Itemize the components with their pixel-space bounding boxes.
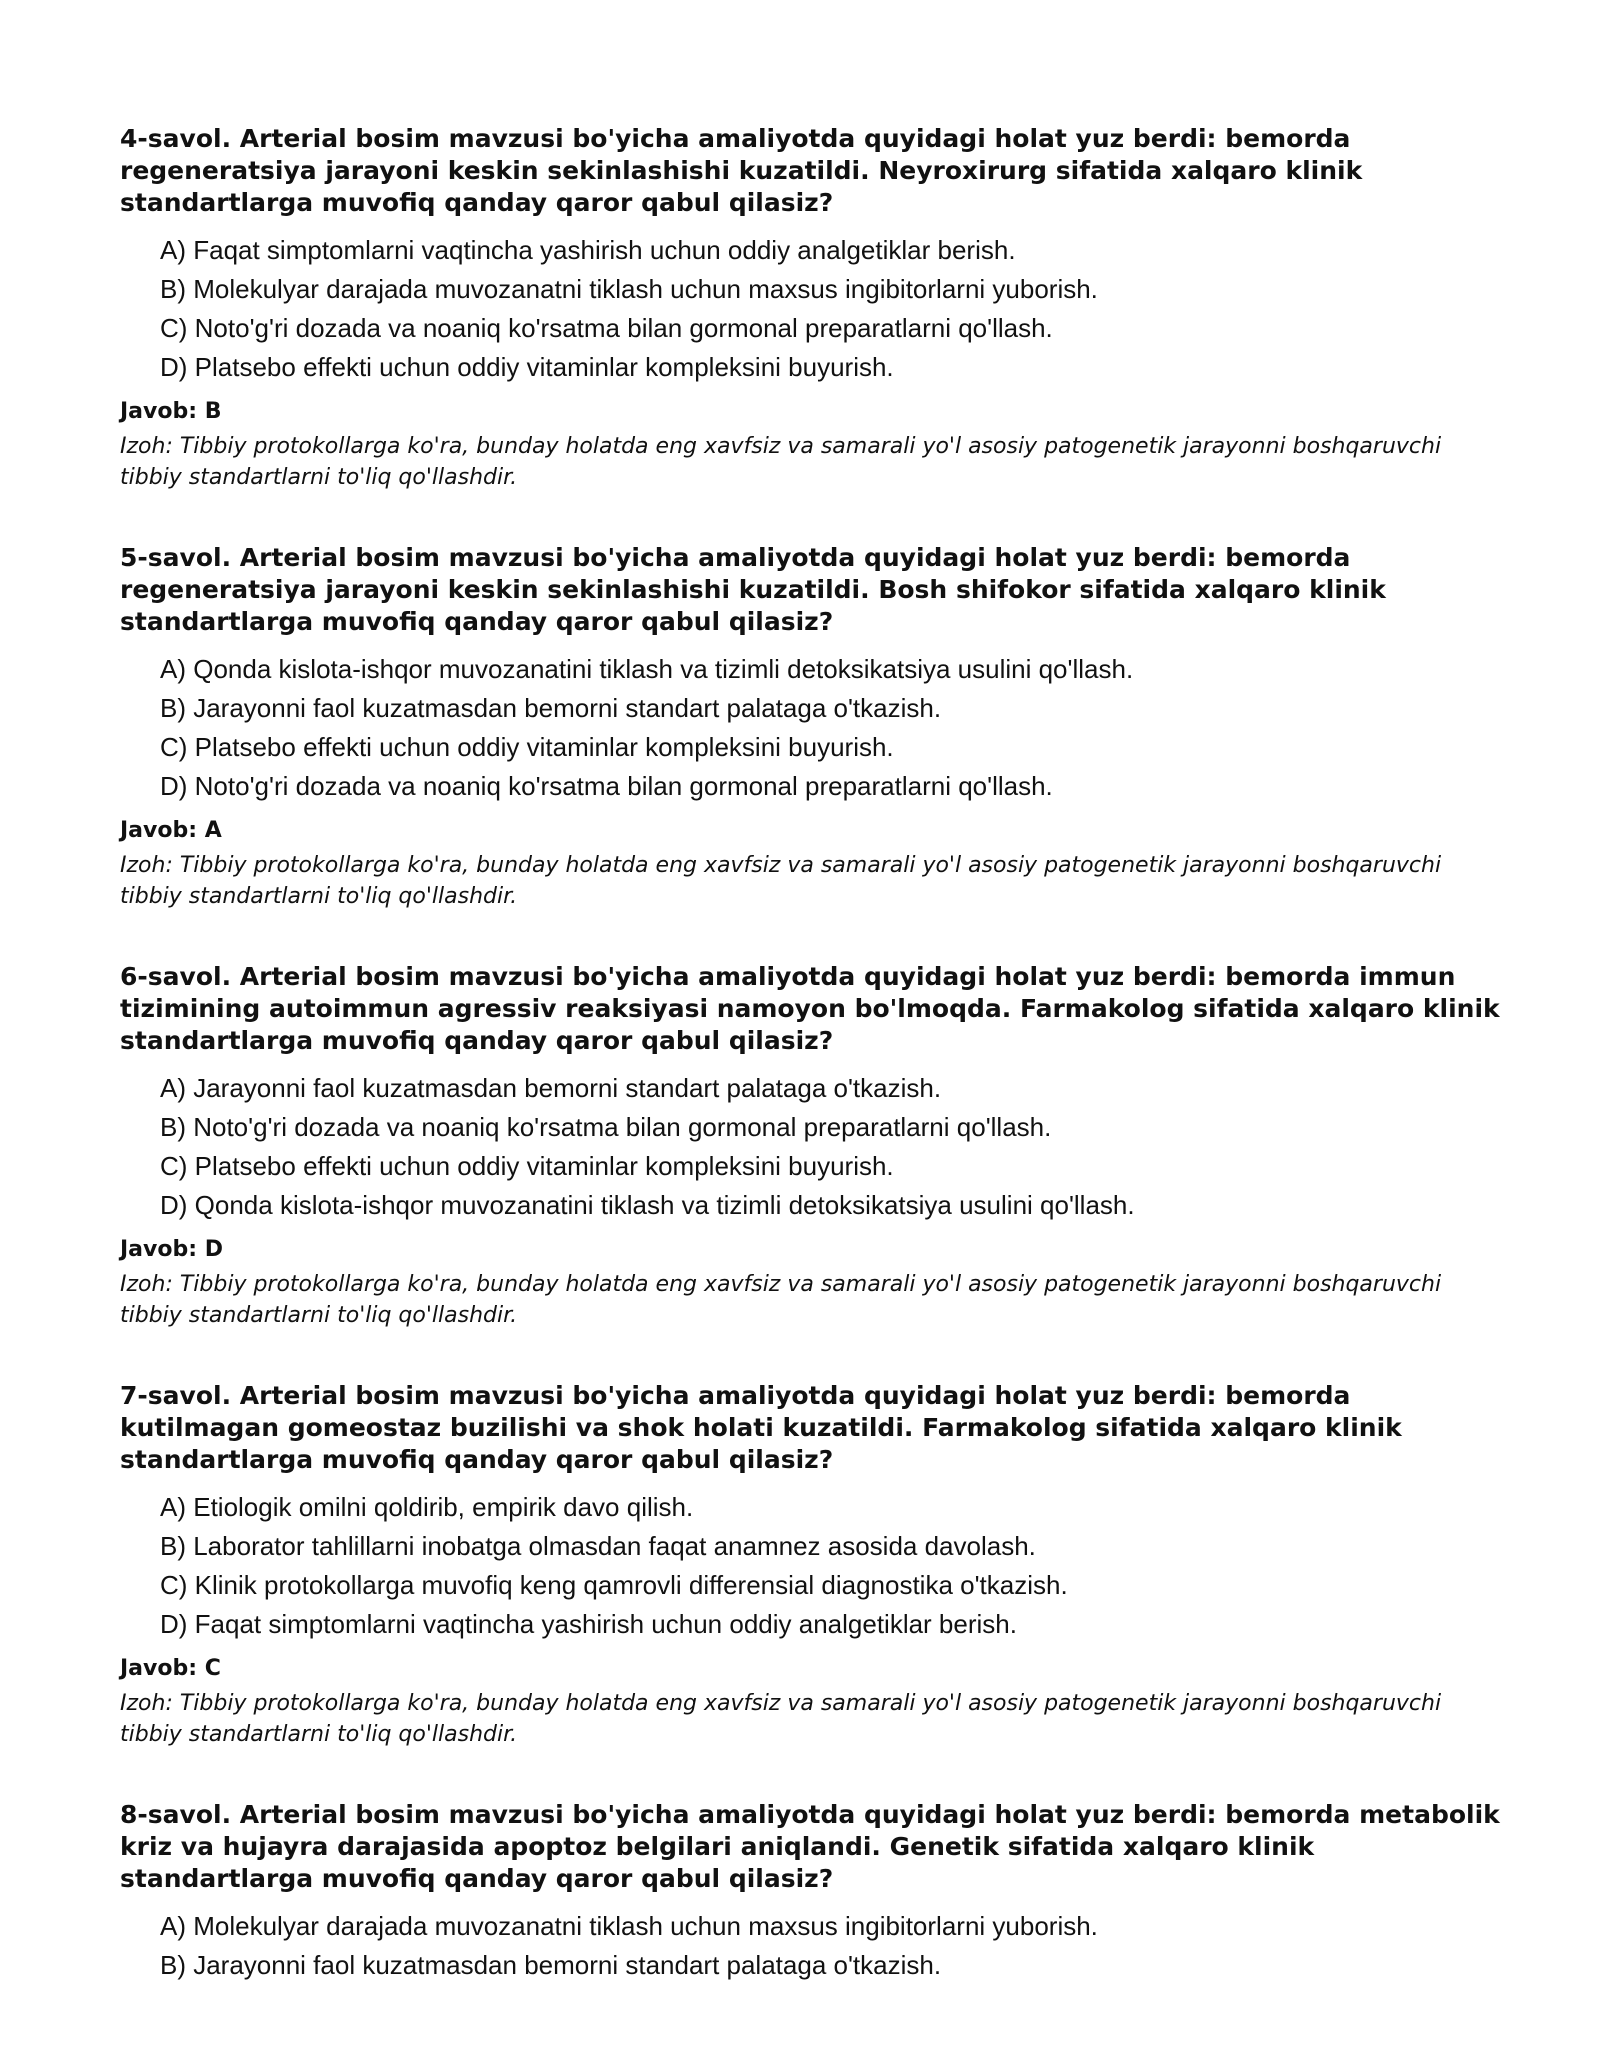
option-b: B) Jarayonni faol kuzatmasdan bemorni standart palataga o'tkazish. — [160, 693, 942, 723]
option-d: D) Platsebo effekti uchun oddiy vitaminlar kompleksini buyurish. — [160, 352, 894, 382]
option-list — [120, 650, 1500, 806]
option-a: A) Jarayonni faol kuzatmasdan bemorni standart palataga o'tkazish. — [160, 1073, 942, 1103]
option-c: C) Platsebo effekti uchun oddiy vitaminlar kompleksini buyurish. — [160, 732, 894, 762]
option-b: B) Jarayonni faol kuzatmasdan bemorni standart palataga o'tkazish. — [160, 1950, 942, 1980]
question-title: 8-savol. Arterial bosim mavzusi bo'yicha amaliyotda quyidagi holat yuz berdi: bemorda metabolik kriz va hujayra darajasida apoptoz belgilari aniqlandi. Genetik sifatida xalqaro klinik standartlarga muvofiq qanday qaror qabul qilasiz? — [120, 1800, 1500, 1893]
option-b: B) Laborator tahlillarni inobatga olmasdan faqat anamnez asosida davolash. — [160, 1531, 1036, 1561]
option-d: D) Qonda kislota-ishqor muvozanatini tiklash va tizimli detoksikatsiya usulini qo'llash. — [160, 1190, 1135, 1220]
explanation-note: Izoh: Tibbiy protokollarga ko'ra, bunday holatda eng xavfsiz va samarali yo'l asosiy patogenetik jarayonni boshqaruvchi tibbiy standartlarni to'liq qo'llashdir. — [120, 853, 1442, 909]
answer-label: Javob: D — [120, 1237, 223, 1262]
question-6 — [120, 961, 1500, 1331]
answer-label: Javob: A — [120, 818, 222, 843]
option-a: A) Etiologik omilni qoldirib, empirik davo qilish. — [160, 1492, 694, 1522]
option-a: A) Faqat simptomlarni vaqtincha yashirish uchun oddiy analgetiklar berish. — [160, 235, 1016, 265]
question-title: 6-savol. Arterial bosim mavzusi bo'yicha amaliyotda quyidagi holat yuz berdi: bemorda immun tizimining autoimmun agressiv reaksiyasi namoyon bo'lmoqda. Farmakolog sifatida xalqaro klinik standartlarga muvofiq qanday qaror qabul qilasiz? — [120, 962, 1500, 1055]
question-7 — [120, 1380, 1500, 1750]
question-title: 4-savol. Arterial bosim mavzusi bo'yicha amaliyotda quyidagi holat yuz berdi: bemorda regeneratsiya jarayoni keskin sekinlashishi kuzatildi. Neyroxirurg sifatida xalqaro klinik standartlarga muvofiq qanday qaror qabul qilasiz? — [120, 124, 1363, 217]
option-a: A) Qonda kislota-ishqor muvozanatini tiklash va tizimli detoksikatsiya usulini qo'llash. — [160, 654, 1134, 684]
option-d: D) Faqat simptomlarni vaqtincha yashirish uchun oddiy analgetiklar berish. — [160, 1609, 1017, 1639]
option-list — [120, 231, 1500, 387]
option-c: C) Noto'g'ri dozada va noaniq ko'rsatma bilan gormonal preparatlarni qo'llash. — [160, 313, 1053, 343]
explanation-note: Izoh: Tibbiy protokollarga ko'ra, bunday holatda eng xavfsiz va samarali yo'l asosiy patogenetik jarayonni boshqaruvchi tibbiy standartlarni to'liq qo'llashdir. — [120, 1691, 1442, 1747]
option-b: B) Molekulyar darajada muvozanatni tiklash uchun maxsus ingibitorlarni yuborish. — [160, 274, 1098, 304]
document-page — [120, 123, 1500, 2034]
option-list — [120, 1069, 1500, 1225]
option-c: C) Klinik protokollarga muvofiq keng qamrovli differensial diagnostika o'tkazish. — [160, 1570, 1068, 1600]
explanation-note: Izoh: Tibbiy protokollarga ko'ra, bunday holatda eng xavfsiz va samarali yo'l asosiy patogenetik jarayonni boshqaruvchi tibbiy standartlarni to'liq qo'llashdir. — [120, 1272, 1442, 1328]
answer-label: Javob: C — [120, 1656, 221, 1681]
option-a: A) Molekulyar darajada muvozanatni tiklash uchun maxsus ingibitorlarni yuborish. — [160, 1911, 1098, 1941]
question-title: 7-savol. Arterial bosim mavzusi bo'yicha amaliyotda quyidagi holat yuz berdi: bemorda kutilmagan gomeostaz buzilishi va shok holati kuzatildi. Farmakolog sifatida xalqaro klinik standartlarga muvofiq qanday qaror qabul qilasiz? — [120, 1381, 1402, 1474]
option-list — [120, 1907, 1500, 1985]
explanation-note: Izoh: Tibbiy protokollarga ko'ra, bunday holatda eng xavfsiz va samarali yo'l asosiy patogenetik jarayonni boshqaruvchi tibbiy standartlarni to'liq qo'llashdir. — [120, 434, 1442, 490]
option-d: D) Noto'g'ri dozada va noaniq ko'rsatma bilan gormonal preparatlarni qo'llash. — [160, 771, 1053, 801]
option-list — [120, 1488, 1500, 1644]
option-b: B) Noto'g'ri dozada va noaniq ko'rsatma bilan gormonal preparatlarni qo'llash. — [160, 1112, 1052, 1142]
question-title: 5-savol. Arterial bosim mavzusi bo'yicha amaliyotda quyidagi holat yuz berdi: bemorda regeneratsiya jarayoni keskin sekinlashishi kuzatildi. Bosh shifokor sifatida xalqaro klinik standartlarga muvofiq qanday qaror qabul qilasiz? — [120, 543, 1386, 636]
option-c: C) Platsebo effekti uchun oddiy vitaminlar kompleksini buyurish. — [160, 1151, 894, 1181]
question-8 — [120, 1799, 1500, 1985]
question-4 — [120, 123, 1500, 493]
question-5 — [120, 542, 1500, 912]
answer-label: Javob: B — [120, 399, 222, 424]
